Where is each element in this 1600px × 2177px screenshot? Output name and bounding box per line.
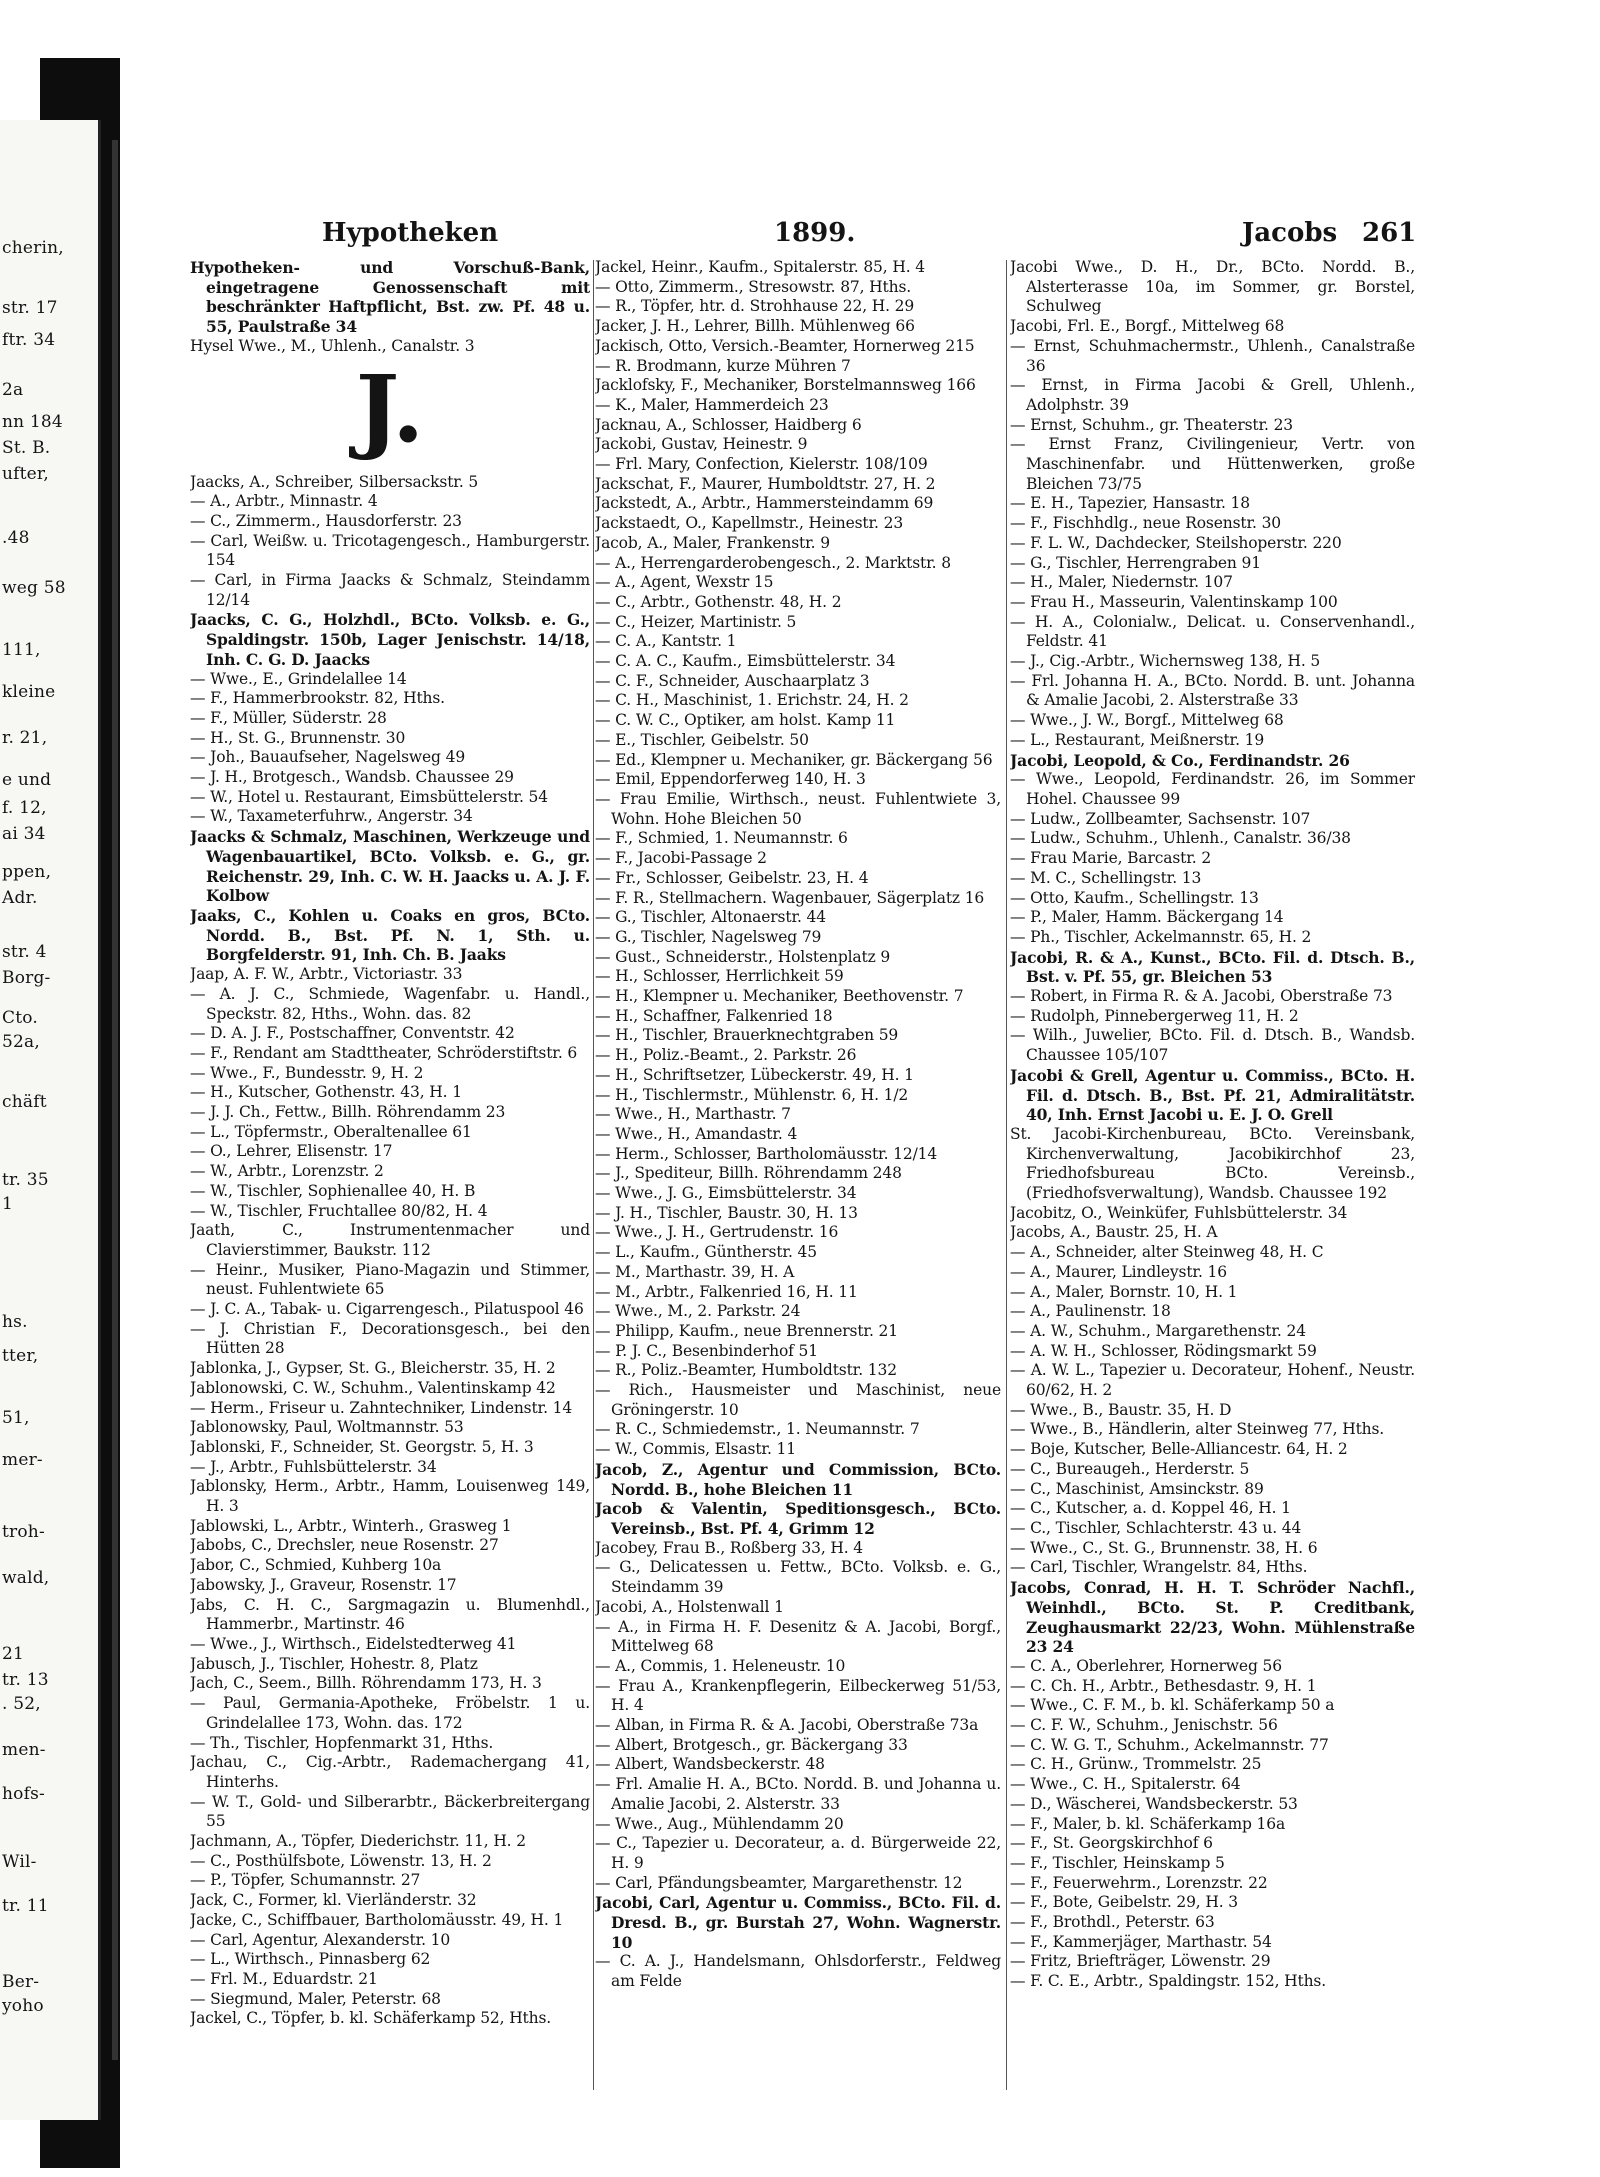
- directory-entry: — F. R., Stellmachern. Wagenbauer, Sägerplatz 16: [595, 888, 985, 907]
- directory-entry: — F., St. Georgskirchhof 6: [1010, 1834, 1213, 1853]
- directory-entry: Jaacks & Schmalz, Maschinen, Werkzeuge und Wagenbauartikel, BCto. Volksb. e. G., gr. Reichenstr. 29, Inh. C. W. H. Jaacks u. A. J. F. Kolbow: [190, 827, 590, 906]
- directory-entry: Jacobi, A., Holstenwall 1: [595, 1597, 784, 1616]
- directory-entry: — Ludw., Zollbeamter, Sachsenstr. 107: [1010, 809, 1311, 828]
- directory-entry: Jacob, Z., Agentur und Commission, BCto. Nordd. B., hohe Bleichen 11: [595, 1459, 1001, 1499]
- directory-entry: — F., Schmied, 1. Neumannstr. 6: [595, 829, 848, 848]
- directory-entry: — Carl, Tischler, Wrangelstr. 84, Hths.: [1010, 1558, 1308, 1577]
- directory-entry: — Frau Emilie, Wirthsch., neust. Fuhlentwiete 3, Wohn. Hohe Bleichen 50: [595, 789, 1001, 828]
- directory-entry: — F., Bote, Geibelstr. 29, H. 3: [1010, 1893, 1238, 1912]
- directory-entry: — Wilh., Juwelier, BCto. Fil. d. Dtsch. B., Wandsb. Chaussee 105/107: [1010, 1026, 1415, 1065]
- previous-page-text-fragment: cherin,: [2, 238, 64, 258]
- directory-entry: — J., Spediteur, Billh. Röhrendamm 248: [595, 1164, 902, 1183]
- directory-entry: — J. C. A., Tabak- u. Cigarrengesch., Pilatuspool 46: [190, 1300, 584, 1319]
- previous-page-text-fragment: nn 184: [2, 412, 63, 432]
- directory-entry: — Carl, Agentur, Alexanderstr. 10: [190, 1930, 451, 1949]
- directory-entry: Jacobey, Frau B., Roßberg 33, H. 4: [595, 1538, 864, 1557]
- directory-entry: Jacobi, Carl, Agentur u. Commiss., BCto. Fil. d. Dresd. B., gr. Burstah 27, Wohn. Wagnerstr. 10: [595, 1893, 1001, 1952]
- directory-entry: Jacob, A., Maler, Frankenstr. 9: [595, 533, 830, 552]
- previous-page-text-fragment: 51,: [2, 1408, 30, 1428]
- directory-entry: Jacobi, R. & A., Kunst., BCto. Fil. d. Dtsch. B., Bst. v. Pf. 55, gr. Bleichen 53: [1010, 947, 1415, 987]
- directory-entry: — P. J. C., Besenbinderhof 51: [595, 1341, 818, 1360]
- previous-page-text-fragment: 111,: [2, 640, 41, 660]
- directory-entry: Jacob & Valentin, Speditionsgesch., BCto. Vereinsb., Bst. Pf. 4, Grimm 12: [595, 1499, 1001, 1538]
- directory-entry: Jablonsky, Herm., Arbtr., Hamm, Louisenweg 149, H. 3: [190, 1477, 590, 1516]
- directory-entry: — J., Cig.-Arbtr., Wichernsweg 138, H. 5: [1010, 652, 1321, 671]
- directory-entry: Jablonka, J., Gypser, St. G., Bleicherstr. 35, H. 2: [190, 1359, 556, 1378]
- directory-entry: — P., Töpfer, Schumannstr. 27: [190, 1871, 421, 1890]
- previous-page-text-fragment: weg 58: [2, 578, 66, 598]
- directory-entry: — Frl. Amalie H. A., BCto. Nordd. B. und Johanna u. Amalie Jacobi, 2. Alsterstr. 33: [595, 1775, 1001, 1813]
- directory-entry: — A., Maurer, Lindleystr. 16: [1010, 1262, 1227, 1281]
- directory-entry: — C. W. C., Optiker, am holst. Kamp 11: [595, 711, 896, 730]
- directory-entry: — F., Hammerbrookstr. 82, Hths.: [190, 689, 445, 708]
- directory-entry: — E., Tischler, Geibelstr. 50: [595, 730, 809, 749]
- directory-entry: — A., Paulinenstr. 18: [1010, 1302, 1171, 1321]
- directory-entry: — G., Tischler, Altonaerstr. 44: [595, 908, 826, 927]
- column-3-entries: [1010, 258, 1415, 1992]
- directory-entry: — Heinr., Musiker, Piano-Magazin und Stimmer, neust. Fuhlentwiete 65: [190, 1260, 590, 1299]
- directory-entry: — G., Delicatessen u. Fettw., BCto. Volksb. e. G., Steindamm 39: [595, 1558, 1001, 1597]
- directory-entry: — Joh., Bauaufseher, Nagelsweg 49: [190, 748, 466, 767]
- previous-page-text-fragment: mer-: [2, 1450, 43, 1470]
- directory-entry: — M., Marthastr. 39, H. A: [595, 1262, 795, 1281]
- directory-entry: — J. H., Brotgesch., Wandsb. Chaussee 29: [190, 768, 514, 787]
- directory-entry: — C., Arbtr., Gothenstr. 48, H. 2: [595, 592, 842, 611]
- directory-entry: Jabowsky, J., Graveur, Rosenstr. 17: [190, 1575, 457, 1594]
- directory-entry: — Fr., Schlosser, Geibelstr. 23, H. 4: [595, 868, 869, 887]
- directory-entry: Jaap, A. F. W., Arbtr., Victoriastr. 33: [190, 965, 463, 984]
- directory-entry: Jablonski, F., Schneider, St. Georgstr. 5, H. 3: [190, 1437, 534, 1456]
- directory-entry: — Wwe., C. F. M., b. kl. Schäferkamp 50 a: [1010, 1696, 1335, 1715]
- directory-entry: — J., Arbtr., Fuhlsbüttelerstr. 34: [190, 1457, 437, 1476]
- previous-page-text-fragment: . 52,: [2, 1694, 41, 1714]
- previous-page-text-fragment: Wil-: [2, 1852, 37, 1872]
- directory-entry: — P., Maler, Hamm. Bäckergang 14: [1010, 908, 1284, 927]
- directory-entry: — Otto, Kaufm., Schellingstr. 13: [1010, 888, 1259, 907]
- directory-entry: Jaacks, A., Schreiber, Silbersackstr. 5: [190, 472, 479, 491]
- previous-page-text-fragment: r. 21,: [2, 728, 48, 748]
- directory-entry: Jackel, C., Töpfer, b. kl. Schäferkamp 52, Hths.: [190, 2009, 552, 2028]
- previous-page-text-fragment: tter,: [2, 1346, 39, 1366]
- previous-page-text-fragment: str. 4: [2, 942, 47, 962]
- directory-entry: — A., Commis, 1. Heleneustr. 10: [595, 1656, 846, 1675]
- directory-entry: — Carl, in Firma Jaacks & Schmalz, Steindamm 12/14: [190, 571, 590, 609]
- directory-entry: — Wwe., H., Marthastr. 7: [595, 1105, 791, 1124]
- directory-entry: — Wwe., B., Händlerin, alter Steinweg 77, Hths.: [1010, 1420, 1385, 1439]
- directory-entry: Jabs, C. H. C., Sargmagazin u. Blumenhdl., Hammerbr., Martinstr. 46: [190, 1595, 590, 1634]
- directory-entry: — A. W. L., Tapezier u. Decorateur, Hohenf., Neustr. 60/62, H. 2: [1010, 1361, 1415, 1400]
- directory-entry: — H., St. G., Brunnenstr. 30: [190, 728, 406, 747]
- directory-entry: — Rich., Hausmeister und Maschinist, neue Gröningerstr. 10: [595, 1381, 1001, 1419]
- directory-entry: — F., Müller, Süderstr. 28: [190, 708, 387, 727]
- directory-entry: — Wwe., M., 2. Parkstr. 24: [595, 1302, 801, 1321]
- directory-entry: — C., Zimmerm., Hausdorferstr. 23: [190, 511, 462, 530]
- column-divider: [1006, 260, 1007, 2090]
- previous-page-text-fragment: 52a,: [2, 1032, 40, 1052]
- directory-entry: — R. C., Schmiedemstr., 1. Neumannstr. 7: [595, 1420, 920, 1439]
- directory-entry: — Alban, in Firma R. & A. Jacobi, Oberstraße 73a: [595, 1716, 979, 1735]
- directory-entry: — L., Wirthsch., Pinnasberg 62: [190, 1950, 431, 1969]
- section-letter: J.: [355, 354, 425, 463]
- directory-entry: — Ernst, in Firma Jacobi & Grell, Uhlenh., Adolphstr. 39: [1010, 376, 1415, 414]
- directory-entry: — C. F. W., Schuhm., Jenischstr. 56: [1010, 1716, 1278, 1735]
- directory-entry: Jachau, C., Cig.-Arbtr., Rademachergang 41, Hinterhs.: [190, 1753, 590, 1791]
- directory-entry: — L., Kaufm., Güntherstr. 45: [595, 1243, 817, 1262]
- previous-page-text-fragment: .48: [2, 528, 30, 548]
- previous-page-text-fragment: Borg-: [2, 968, 51, 988]
- previous-page-text-fragment: men-: [2, 1740, 46, 1760]
- previous-page-text-fragment: tr. 11: [2, 1896, 49, 1916]
- directory-entry: — Ernst, Schuhmachermstr., Uhlenh., Canalstraße 36: [1010, 336, 1415, 375]
- directory-entry: — O., Lehrer, Elisenstr. 17: [190, 1142, 393, 1161]
- directory-entry: — F., Maler, b. kl. Schäferkamp 16a: [1010, 1814, 1286, 1833]
- directory-entry: — D., Wäscherei, Wandsbeckerstr. 53: [1010, 1794, 1298, 1813]
- directory-entry: — Ludw., Schuhm., Uhlenh., Canalstr. 36/38: [1010, 829, 1351, 848]
- directory-entry: — C., Posthülfsbote, Löwenstr. 13, H. 2: [190, 1851, 492, 1870]
- directory-entry: Jackel, Heinr., Kaufm., Spitalerstr. 85, H. 4: [595, 258, 925, 276]
- directory-entry: — W., Commis, Elsastr. 11: [595, 1440, 796, 1459]
- directory-entry: — C. A., Oberlehrer, Hornerweg 56: [1010, 1656, 1282, 1675]
- directory-entry: — F., Fischhdlg., neue Rosenstr. 30: [1010, 514, 1282, 533]
- directory-entry: — F., Rendant am Stadttheater, Schröderstiftstr. 6: [190, 1043, 578, 1062]
- directory-entry: — Wwe., Aug., Mühlendamm 20: [595, 1814, 844, 1833]
- directory-entry: Jacke, C., Schiffbauer, Bartholomäusstr. 49, H. 1: [190, 1910, 564, 1929]
- directory-entry: — A., in Firma H. F. Desenitz & A. Jacobi, Borgf., Mittelweg 68: [595, 1617, 1001, 1656]
- page-number: 261: [1362, 218, 1417, 248]
- directory-entry: — Rudolph, Pinnebergerweg 11, H. 2: [1010, 1006, 1299, 1025]
- directory-entry: — Wwe., J. G., Eimsbüttelerstr. 34: [595, 1184, 857, 1203]
- previous-page-text-fragment: 21: [2, 1644, 25, 1664]
- directory-entry: Jaacks, C. G., Holzhdl., BCto. Volksb. e. G., Spaldingstr. 150b, Lager Jenischstr. 14/18, Inh. C. G. D. Jaacks: [190, 610, 590, 669]
- directory-entry: — H., Tischlermstr., Mühlenstr. 6, H. 1/2: [595, 1085, 909, 1104]
- directory-entry: — R., Töpfer, htr. d. Strohhause 22, H. 29: [595, 297, 915, 316]
- directory-entry: — Paul, Germania-Apotheke, Fröbelstr. 1 u. Grindelallee 173, Wohn. das. 172: [190, 1694, 590, 1732]
- directory-entry: Jacklofsky, F., Mechaniker, Borstelmannsweg 166: [595, 376, 976, 395]
- directory-entry: — K., Maler, Hammerdeich 23: [595, 395, 829, 414]
- directory-entry: — L., Restaurant, Meißnerstr. 19: [1010, 730, 1265, 749]
- previous-page-text-fragment: St. B.: [2, 438, 51, 458]
- directory-entry: — Wwe., B., Baustr. 35, H. D: [1010, 1400, 1232, 1419]
- directory-entry: — Frl. M., Eduardstr. 21: [190, 1969, 378, 1988]
- directory-entry: — C., Bureaugeh., Herderstr. 5: [1010, 1459, 1250, 1478]
- directory-entry: Jaath, C., Instrumentenmacher und Clavierstimmer, Baukstr. 112: [190, 1221, 590, 1259]
- directory-entry: — H., Tischler, Brauerknechtgraben 59: [595, 1026, 899, 1045]
- directory-entry: — L., Töpfermstr., Oberaltenallee 61: [190, 1122, 472, 1141]
- header-left-title: Hypotheken: [322, 218, 499, 248]
- directory-entry: — Wwe., J. H., Gertrudenstr. 16: [595, 1223, 839, 1242]
- previous-page-text-fragment: str. 17: [2, 298, 58, 318]
- directory-entry: — Ph., Tischler, Ackelmannstr. 65, H. 2: [1010, 927, 1312, 946]
- directory-entry: — Herm., Friseur u. Zahntechniker, Lindenstr. 14: [190, 1398, 573, 1417]
- directory-entry: Jackschat, F., Maurer, Humboldtstr. 27, H. 2: [595, 474, 936, 493]
- directory-entry: — F. C. E., Arbtr., Spaldingstr. 152, Hths.: [1010, 1972, 1326, 1991]
- directory-column-3: [1010, 258, 1415, 2138]
- directory-entry: — A., Maler, Bornstr. 10, H. 1: [1010, 1282, 1238, 1301]
- directory-entry: — Wwe., H., Amandastr. 4: [595, 1124, 798, 1143]
- directory-entry: — G., Tischler, Nagelsweg 79: [595, 927, 822, 946]
- directory-entry: — W., Tischler, Fruchtallee 80/82, H. 4: [190, 1201, 488, 1220]
- directory-entry: — Ernst Franz, Civilingenieur, Vertr. von Maschinenfabr. und Hüttenwerken, große Bleichen 73/75: [1010, 435, 1415, 493]
- directory-entry: — D. A. J. F., Postschaffner, Conventstr. 42: [190, 1024, 515, 1043]
- directory-entry: Jaaks, C., Kohlen u. Coaks en gros, BCto. Nordd. B., Bst. Pf. N. 1, Sth. u. Borgfelderstr. 91, Inh. Ch. B. Jaaks: [190, 905, 590, 965]
- directory-entry: — C. Ch. H., Arbtr., Bethesdastr. 9, H. 1: [1010, 1676, 1317, 1695]
- directory-entry: Jackobi, Gustav, Heinestr. 9: [595, 435, 808, 454]
- previous-page-text-fragment: hs.: [2, 1312, 28, 1332]
- directory-entry: — H., Schriftsetzer, Lübeckerstr. 49, H. 1: [595, 1065, 914, 1084]
- directory-entry: — A., Agent, Wexstr 15: [595, 573, 774, 592]
- directory-entry: — F., Feuerwehrm., Lorenzstr. 22: [1010, 1873, 1268, 1892]
- previous-page-text-fragment: ftr. 34: [2, 330, 56, 350]
- directory-entry: — Ed., Klempner u. Mechaniker, gr. Bäckergang 56: [595, 750, 993, 769]
- column-2-entries: [595, 258, 1001, 1992]
- directory-entry: — Emil, Eppendorferweg 140, H. 3: [595, 770, 866, 789]
- directory-entry: — W., Arbtr., Lorenzstr. 2: [190, 1162, 384, 1181]
- previous-page-text-fragment: Ber-: [2, 1972, 40, 1992]
- directory-entry: — C., Kutscher, a. d. Koppel 46, H. 1: [1010, 1499, 1291, 1518]
- directory-entry: — Carl, Weißw. u. Tricotagengesch., Hamburgerstr. 154: [190, 531, 590, 570]
- directory-entry: Hysel Wwe., M., Uhlenh., Canalstr. 3: [190, 336, 475, 355]
- previous-page-text-fragment: 2a: [2, 380, 24, 400]
- column-1-top-entries: [190, 258, 590, 357]
- directory-entry: — A., Schneider, alter Steinweg 48, H. C: [1010, 1243, 1324, 1262]
- directory-entry: — R., Poliz.-Beamter, Humboldtstr. 132: [595, 1361, 897, 1380]
- directory-entry: Jach, C., Seem., Billh. Röhrendamm 173, H. 3: [190, 1674, 542, 1693]
- directory-entry: — R. Brodmann, kurze Mühren 7: [595, 356, 851, 375]
- directory-entry: — F. L. W., Dachdecker, Steilshoperstr. 220: [1010, 533, 1342, 552]
- directory-entry: — Boje, Kutscher, Belle-Alliancestr. 64, H. 2: [1010, 1440, 1348, 1459]
- directory-entry: — H., Kutscher, Gothenstr. 43, H. 1: [190, 1083, 462, 1102]
- previous-page-text-fragment: wald,: [2, 1568, 50, 1588]
- directory-entry: — W., Tischler, Sophienallee 40, H. B: [190, 1181, 476, 1200]
- directory-entry: — Siegmund, Maler, Peterstr. 68: [190, 1989, 441, 2008]
- directory-entry: — Albert, Wandsbeckerstr. 48: [595, 1755, 825, 1774]
- directory-entry: — Gust., Schneiderstr., Holstenplatz 9: [595, 947, 891, 966]
- directory-entry: — A. J. C., Schmiede, Wagenfabr. u. Handl., Speckstr. 82, Hths., Wohn. das. 82: [190, 984, 590, 1023]
- directory-entry: St. Jacobi-Kirchenbureau, BCto. Vereinsbank, Kirchenverwaltung, Jacobikirchhof 23, Friedhofsbureau BCto. Vereinsb., (Friedhofsverwaltung), Wandsb. Chaussee 192: [1010, 1124, 1415, 1203]
- directory-entry: — A. W. H., Schlosser, Rödingsmarkt 59: [1010, 1341, 1317, 1360]
- directory-entry: — G., Tischler, Herrengraben 91: [1010, 553, 1261, 572]
- directory-entry: — Wwe., J., Wirthsch., Eidelstedterweg 41: [190, 1635, 517, 1653]
- directory-entry: — J. J. Ch., Fettw., Billh. Röhrendamm 23: [190, 1103, 506, 1122]
- directory-entry: — Th., Tischler, Hopfenmarkt 31, Hths.: [190, 1733, 494, 1752]
- directory-entry: — C., Tischler, Schlachterstr. 43 u. 44: [1010, 1519, 1302, 1537]
- directory-entry: — W. T., Gold- und Silberarbtr., Bäckerbreitergang 55: [190, 1792, 590, 1831]
- directory-entry: — Wwe., C. H., Spitalerstr. 64: [1010, 1775, 1241, 1794]
- directory-entry: Jachmann, A., Töpfer, Diederichstr. 11, H. 2: [190, 1832, 526, 1851]
- directory-column-2: [595, 258, 1001, 2138]
- directory-entry: — F., Kammerjäger, Marthastr. 54: [1010, 1932, 1272, 1951]
- directory-entry: — Otto, Zimmerm., Stresowstr. 87, Hths.: [595, 277, 912, 296]
- directory-entry: — J. H., Tischler, Baustr. 30, H. 13: [595, 1203, 858, 1222]
- previous-page-text-fragment: chäft: [2, 1092, 47, 1112]
- directory-entry: — M. C., Schellingstr. 13: [1010, 868, 1202, 887]
- directory-entry: — Wwe., Leopold, Ferdinandstr. 26, im Sommer Hohel. Chaussee 99: [1010, 770, 1415, 808]
- directory-entry: — C., Heizer, Martinistr. 5: [595, 612, 797, 631]
- previous-page-text-fragment: troh-: [2, 1522, 45, 1542]
- directory-entry: — Wwe., C., St. G., Brunnenstr. 38, H. 6: [1010, 1538, 1318, 1557]
- directory-entry: Jabobs, C., Drechsler, neue Rosenstr. 27: [190, 1536, 499, 1555]
- previous-page-text-fragment: yoho: [2, 1996, 44, 2016]
- page-gutter-line: [112, 140, 118, 2060]
- directory-entry: Hypotheken- und Vorschuß-Bank, eingetragene Genossenschaft mit beschränkter Haftpflicht, Bst. zw. Pf. 48 u. 55, Paulstraße 34: [190, 258, 590, 337]
- directory-entry: — F., Jacobi-Passage 2: [595, 849, 767, 868]
- directory-entry: — Philipp, Kaufm., neue Brennerstr. 21: [595, 1321, 898, 1340]
- directory-entry: — Robert, in Firma R. & A. Jacobi, Oberstraße 73: [1010, 987, 1393, 1006]
- directory-entry: — A., Herrengarderobengesch., 2. Marktstr. 8: [595, 553, 951, 572]
- directory-entry: — H. A., Colonialw., Delicat. u. Conservenhandl., Feldstr. 41: [1010, 612, 1415, 651]
- directory-entry: Jacobs, A., Baustr. 25, H. A: [1010, 1223, 1218, 1242]
- directory-entry: — H., Maler, Niedernstr. 107: [1010, 573, 1233, 592]
- previous-page-edge: [0, 120, 101, 2120]
- directory-entry: — J. Christian F., Decorationsgesch., bei den Hütten 28: [190, 1319, 590, 1358]
- previous-page-text-fragment: Adr.: [2, 888, 38, 908]
- directory-entry: Jacobitz, O., Weinküfer, Fuhlsbüttelerstr. 34: [1010, 1203, 1348, 1222]
- column-divider: [593, 260, 594, 2090]
- previous-page-text-fragment: kleine: [2, 682, 56, 702]
- directory-entry: Jacobi, Leopold, & Co., Ferdinandstr. 26: [1010, 750, 1350, 770]
- directory-entry: — H., Poliz.-Beamt., 2. Parkstr. 26: [595, 1046, 857, 1065]
- directory-entry: — W., Hotel u. Restaurant, Eimsbüttelerstr. 54: [190, 787, 548, 806]
- directory-entry: — C. F., Schneider, Auschaarplatz 3: [595, 671, 870, 690]
- directory-entry: — A., Arbtr., Minnastr. 4: [190, 492, 378, 511]
- directory-column-1: [190, 258, 590, 2138]
- directory-entry: — W., Taxameterfuhrw., Angerstr. 34: [190, 807, 473, 826]
- directory-entry: — Frl. Mary, Confection, Kielerstr. 108/109: [595, 455, 928, 474]
- directory-entry: — A. W., Schuhm., Margarethenstr. 24: [1010, 1321, 1306, 1340]
- previous-page-text-fragment: ppen,: [2, 862, 52, 882]
- page-header: [192, 218, 1417, 258]
- header-right-title: Jacobs: [1242, 218, 1338, 248]
- header-year: 1899.: [774, 218, 856, 248]
- directory-entry: — Frl. Johanna H. A., BCto. Nordd. B. unt. Johanna & Amalie Jacobi, 2. Alsterstraße 33: [1010, 671, 1415, 710]
- directory-entry: — Carl, Pfändungsbeamter, Margarethenstr. 12: [595, 1873, 963, 1892]
- directory-entry: — E. H., Tapezier, Hansastr. 18: [1010, 494, 1250, 513]
- directory-entry: Jacker, J. H., Lehrer, Billh. Mühlenweg 66: [595, 317, 915, 336]
- previous-page-text-fragment: tr. 35: [2, 1170, 49, 1190]
- directory-entry: Jablonowsky, Paul, Woltmannstr. 53: [190, 1418, 464, 1437]
- directory-entry: — Fritz, Briefträger, Löwenstr. 29: [1010, 1952, 1271, 1971]
- directory-entry: — C. H., Grünw., Trommelstr. 25: [1010, 1755, 1262, 1774]
- previous-page-text-fragment: tr. 13: [2, 1670, 49, 1690]
- directory-entry: — Herm., Schlosser, Bartholomäusstr. 12/14: [595, 1144, 938, 1163]
- previous-page-text-fragment: hofs-: [2, 1784, 45, 1804]
- directory-entry: — Wwe., J. W., Borgf., Mittelweg 68: [1010, 711, 1284, 730]
- directory-entry: — Wwe., E., Grindelallee 14: [190, 669, 407, 688]
- directory-entry: Jabusch, J., Tischler, Hohestr. 8, Platz: [190, 1654, 478, 1673]
- directory-entry: — F., Tischler, Heinskamp 5: [1010, 1853, 1225, 1872]
- directory-entry: Jacobs, Conrad, H. H. T. Schröder Nachfl., Weinhdl., BCto. St. P. Creditbank, Zeughausmarkt 22/23, Wohn. Mühlenstraße 23 24: [1010, 1578, 1415, 1657]
- directory-entry: Jabor, C., Schmied, Kuhberg 10a: [190, 1556, 442, 1575]
- directory-entry: Jacobi, Frl. E., Borgf., Mittelweg 68: [1010, 317, 1285, 336]
- directory-entry: Jack, C., Former, kl. Vierländerstr. 32: [190, 1891, 477, 1910]
- directory-entry: Jackisch, Otto, Versich.-Beamter, Hornerweg 215: [595, 336, 975, 355]
- directory-entry: — C., Tapezier u. Decorateur, a. d. Bürgerweide 22, H. 9: [595, 1834, 1001, 1872]
- directory-entry: — Ernst, Schuhm., gr. Theaterstr. 23: [1010, 415, 1293, 434]
- directory-entry: Jackstaedt, O., Kapellmstr., Heinestr. 23: [595, 514, 904, 533]
- previous-page-text-fragment: ai 34: [2, 824, 46, 844]
- directory-entry: Jacobi Wwe., D. H., Dr., BCto. Nordd. B., Alsterterasse 10a, im Sommer, gr. Borstel, Schulweg: [1010, 258, 1415, 316]
- directory-entry: — H., Klempner u. Mechaniker, Beethovenstr. 7: [595, 987, 964, 1006]
- previous-page-text-fragment: Cto.: [2, 1008, 38, 1028]
- directory-entry: — Frau H., Masseurin, Valentinskamp 100: [1010, 592, 1338, 611]
- directory-entry: — Frau A., Krankenpflegerin, Eilbeckerweg 51/53, H. 4: [595, 1676, 1001, 1715]
- directory-entry: — C. W. G. T., Schuhm., Ackelmannstr. 77: [1010, 1735, 1329, 1754]
- directory-entry: — M., Arbtr., Falkenried 16, H. 11: [595, 1282, 858, 1301]
- directory-entry: — C. A., Kantstr. 1: [595, 632, 737, 651]
- directory-entry: — C. H., Maschinist, 1. Erichstr. 24, H. 2: [595, 691, 909, 710]
- directory-entry: — Wwe., F., Bundesstr. 9, H. 2: [190, 1063, 424, 1082]
- directory-entry: — Albert, Brotgesch., gr. Bäckergang 33: [595, 1735, 908, 1754]
- directory-entry: Jacknau, A., Schlosser, Haidberg 6: [595, 415, 862, 434]
- directory-entry: — H., Schaffner, Falkenried 18: [595, 1006, 833, 1025]
- directory-entry: — F., Brothdl., Peterstr. 63: [1010, 1913, 1215, 1932]
- directory-entry: — H., Schlosser, Herrlichkeit 59: [595, 967, 844, 986]
- directory-entry: — C. A. J., Handelsmann, Ohlsdorferstr., Feldweg am Felde: [595, 1952, 1001, 1991]
- directory-entry: — C., Maschinist, Amsinckstr. 89: [1010, 1479, 1264, 1498]
- directory-entry: Jacobi & Grell, Agentur u. Commiss., BCto. H. Fil. d. Dtsch. B., Bst. Pf. 21, Admiralitätstr. 40, Inh. Ernst Jacobi u. E. J. O. Grell: [1010, 1065, 1415, 1125]
- previous-page-text-fragment: f. 12,: [2, 798, 47, 818]
- previous-page-text-fragment: 1: [2, 1194, 14, 1214]
- previous-page-text-fragment: ufter,: [2, 464, 49, 484]
- previous-page-text-fragment: e und: [2, 770, 52, 790]
- directory-entry: — Frau Marie, Barcastr. 2: [1010, 849, 1212, 868]
- directory-entry: Jablowski, L., Arbtr., Winterh., Grasweg 1: [190, 1516, 512, 1535]
- directory-entry: Jackstedt, A., Arbtr., Hammersteindamm 69: [595, 494, 934, 513]
- directory-entry: Jablonowski, C. W., Schuhm., Valentinskamp 42: [190, 1378, 556, 1397]
- directory-entry: — C. A. C., Kaufm., Eimsbüttelerstr. 34: [595, 652, 896, 671]
- column-1-entries: [190, 473, 590, 2030]
